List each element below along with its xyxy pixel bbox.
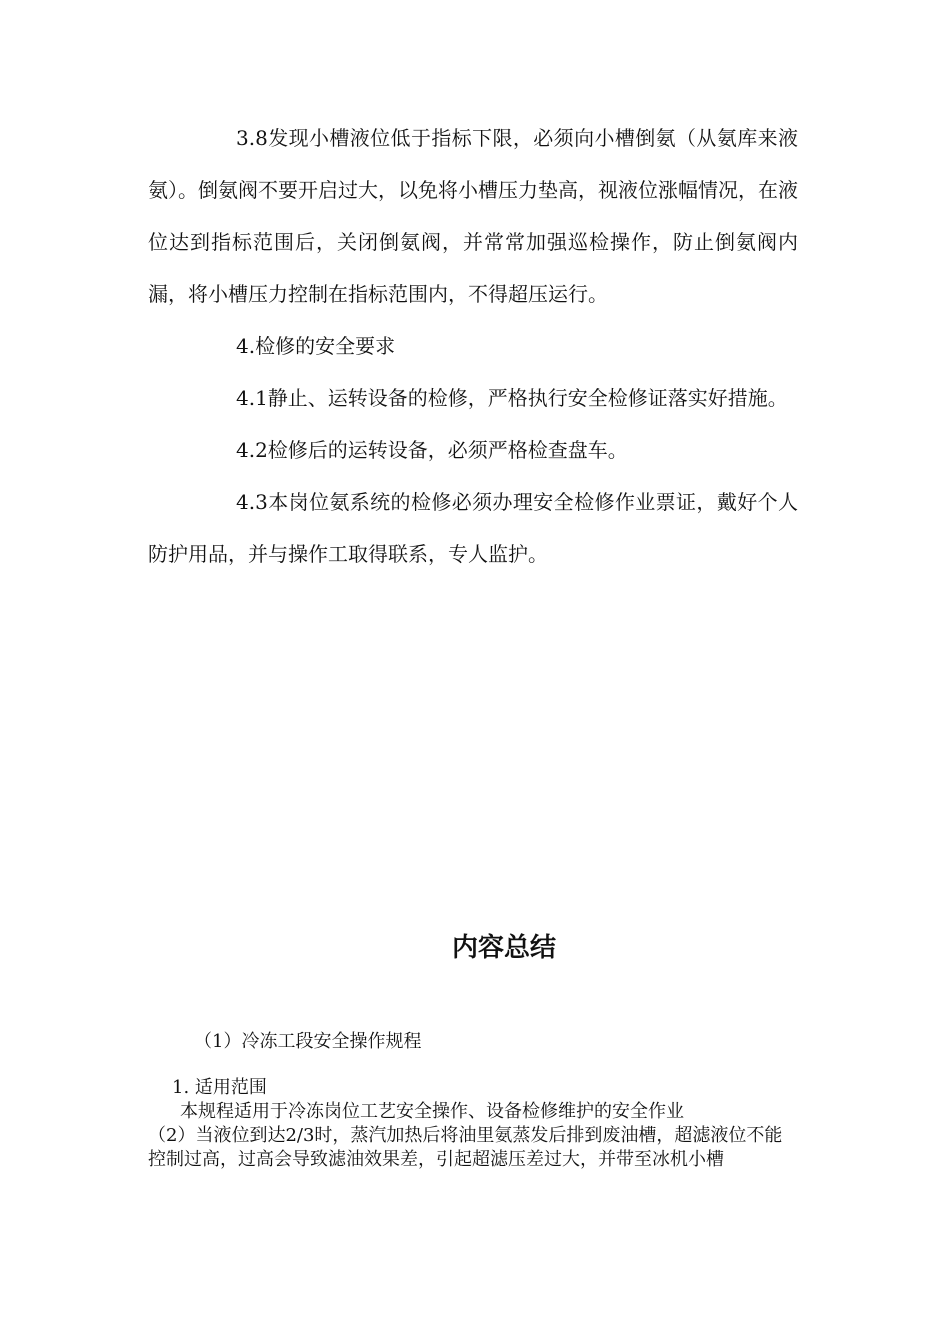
body-text [148,112,798,580]
summary-body [148,1030,798,1172]
summary-item-heading: 1. 适用范围 [172,1077,267,1098]
paragraph-3-8: 3.8发现小槽液位低于指标下限，必须向小槽倒氨（从氨库来液氨）。倒氨阀不要开启过大，以免将小槽压力垫高，视液位涨幅情况，在液位达到指标范围后，关闭倒氨阀，并常常加强巡检操作，防止倒氨阀内漏，将小槽压力控制在指标范围内，不得超压运行。 [148,126,798,306]
summary-tail-text: （2）当液位到达2/3时，蒸汽加热后将油里氨蒸发后排到废油槽，超滤液位不能控制过高，过高会导致滤油效果差，引起超滤压差过大，并带至冰机小槽 [148,1125,783,1170]
paragraph-4-2: 4.2检修后的运转设备，必须严格检查盘车。 [236,438,628,462]
summary-body-line: 本规程适用于冷冻岗位工艺安全操作、设备检修维护的安全作业 [180,1101,684,1122]
paragraph-4-3: 4.3本岗位氨系统的检修必须办理安全检修作业票证，戴好个人防护用品，并与操作工取得联系，专人监护。 [148,490,798,566]
summary-title: 内容总结 [451,933,556,963]
paragraph-4-1: 4.1静止、运转设备的检修，严格执行安全检修证落实好措施。 [236,386,788,410]
heading-4: 4.检修的安全要求 [236,334,396,358]
summary-sub-heading: （1）冷冻工段安全操作规程 [194,1031,422,1052]
